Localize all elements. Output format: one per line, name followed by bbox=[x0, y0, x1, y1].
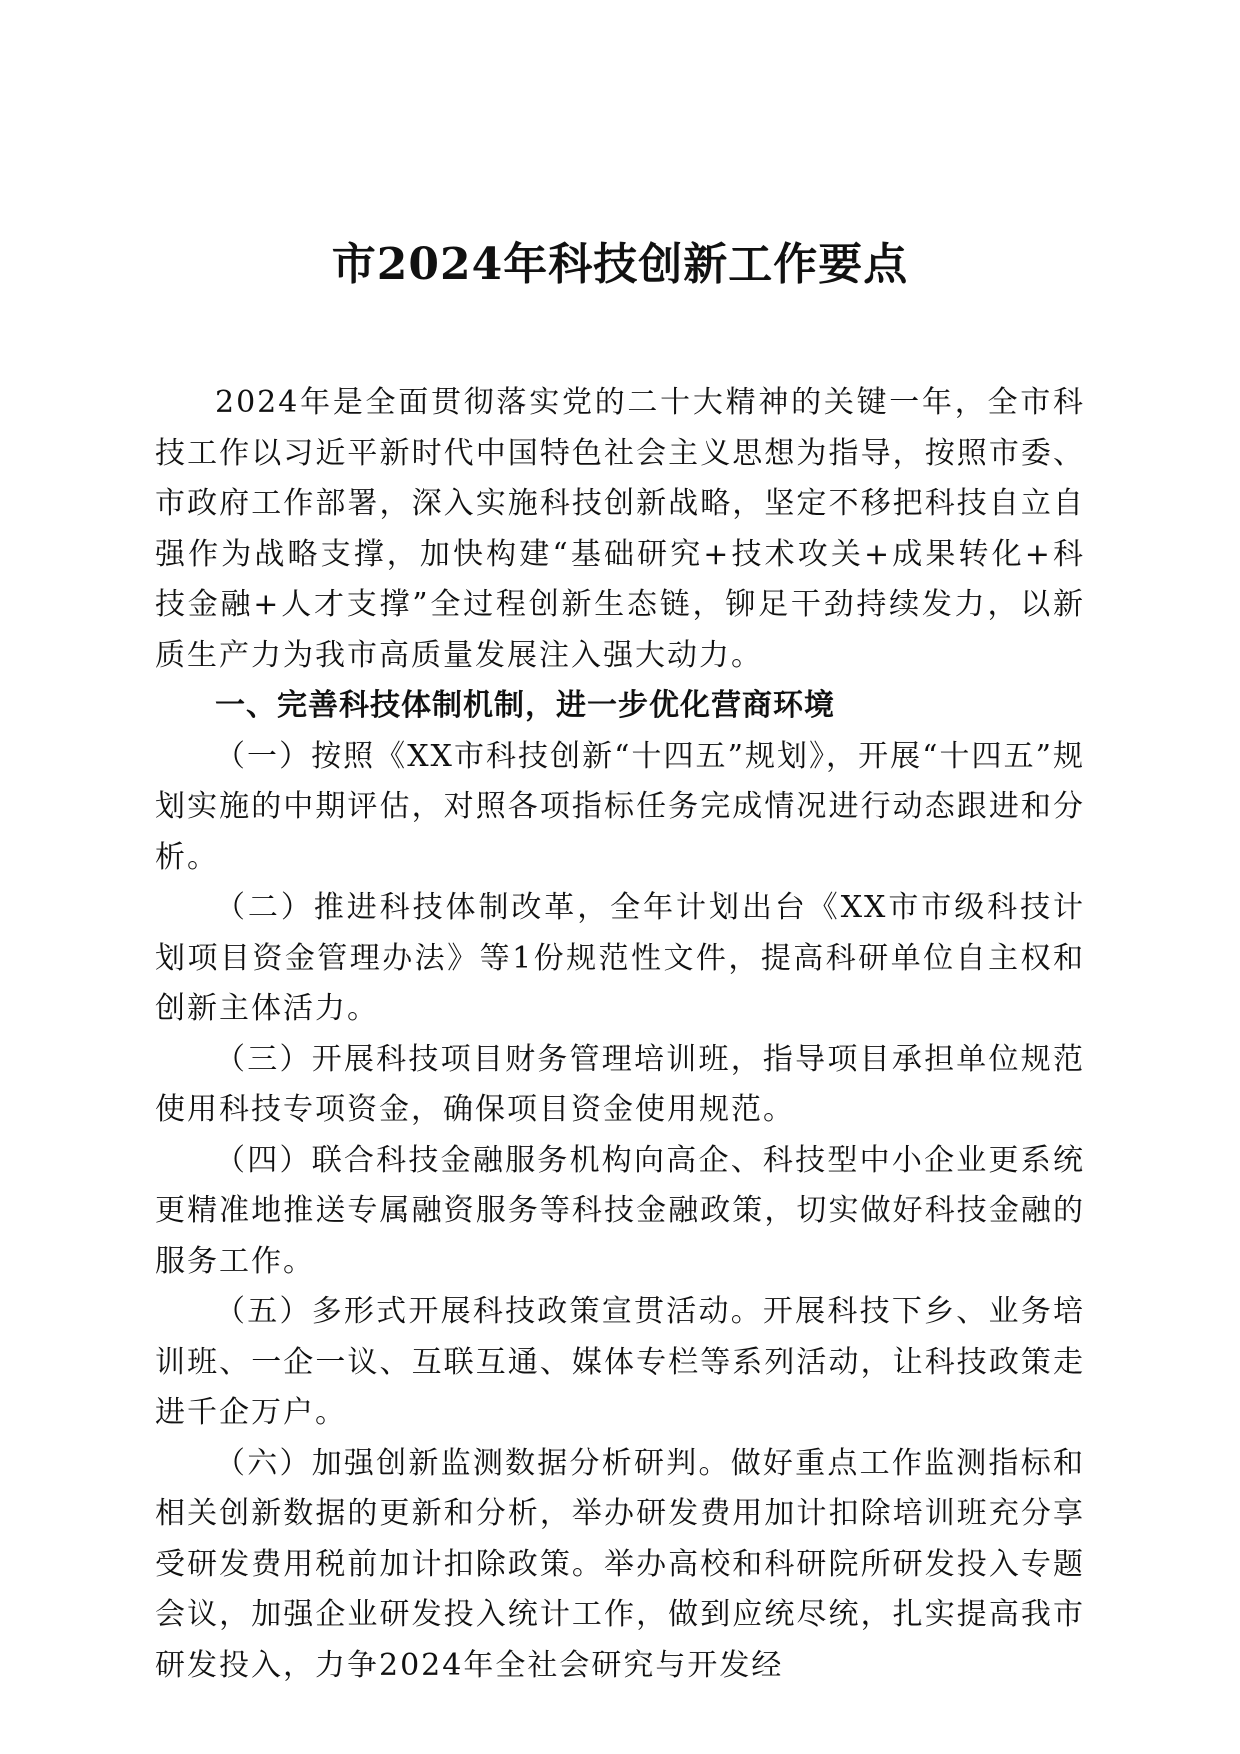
intro-paragraph: 2024年是全面贯彻落实党的二十大精神的关键一年，全市科技工作以习近平新时代中国特色社会主义思想为指导，按照市委、市政府工作部署，深入实施科技创新战略，坚定不移把科技自立自强作为战略支撑，加快构建“基础研究+技术攻关+成果转化+科技金融+人才支撑”全过程创新生态链，铆足干劲持续发力，以新质生产力为我市高质量发展注入强大动力。 bbox=[155, 385, 1085, 673]
list-item: （二）推进科技体制改革，全年计划出台《XX市市级科技计划项目资金管理办法》等1份规范性文件，提高科研单位自主权和创新主体活力。 bbox=[155, 890, 1085, 1026]
list-item: （四）联合科技金融服务机构向高企、科技型中小企业更系统更精准地推送专属融资服务等科技金融政策，切实做好科技金融的服务工作。 bbox=[155, 1142, 1085, 1279]
section-heading: 一、完善科技体制机制，进一步优化营商环境 bbox=[215, 688, 835, 723]
document-title: 市2024年科技创新工作要点 bbox=[331, 239, 909, 290]
list-item: （一）按照《XX市科技创新“十四五”规划》，开展“十四五”规划实施的中期评估，对照各项指标任务完成情况进行动态跟进和分析。 bbox=[155, 738, 1085, 875]
document-body bbox=[155, 378, 1085, 1691]
list-item: （三）开展科技项目财务管理培训班，指导项目承担单位规范使用科技专项资金，确保项目资金使用规范。 bbox=[155, 1041, 1085, 1127]
list-item: （五）多形式开展科技政策宣贯活动。开展科技下乡、业务培训班、一企一议、互联互通、媒体专栏等系列活动，让科技政策走进千企万户。 bbox=[155, 1294, 1085, 1430]
list-item: （六）加强创新监测数据分析研判。做好重点工作监测指标和相关创新数据的更新和分析，举办研发费用加计扣除培训班充分享受研发费用税前加计扣除政策。举办高校和科研院所研发投入专题会议，加强企业研发投入统计工作，做到应统尽统，扎实提高我市研发投入，力争2024年全社会研究与开发经 bbox=[155, 1445, 1085, 1683]
